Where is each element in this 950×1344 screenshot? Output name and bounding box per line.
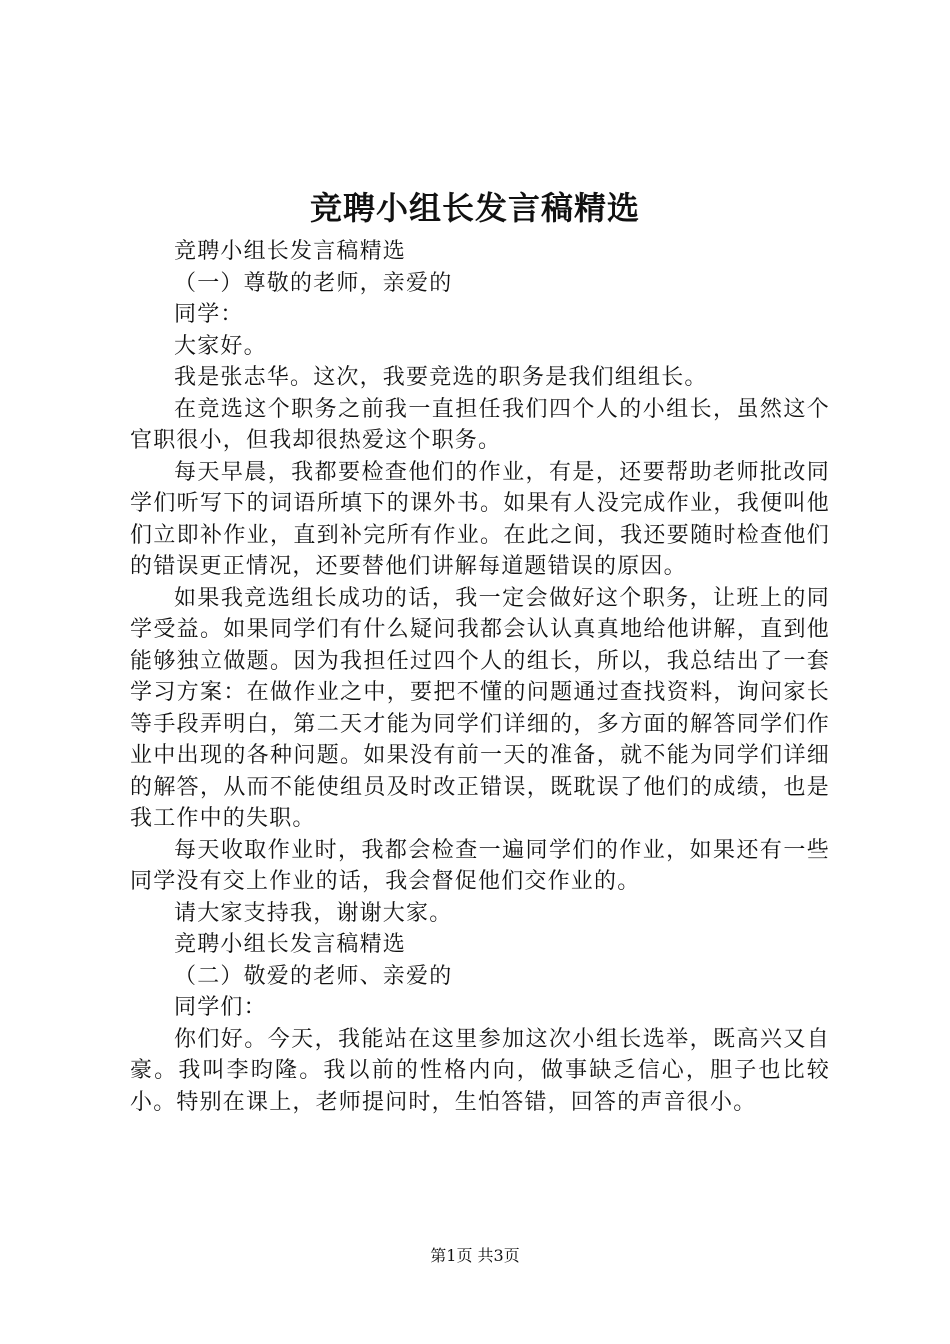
paragraph: 你们好。今天，我能站在这里参加这次小组长选举，既高兴又自豪。我叫李昀隆。我以前的性格内向，做事缺乏信心，胆子也比较小。特别在课上，老师提问时，生怕答错，回答的声音很小。	[130, 1026, 830, 1115]
paragraph: 我是张志华。这次，我要竞选的职务是我们组组长。	[174, 365, 708, 390]
paragraph: 在竞选这个职务之前我一直担任我们四个人的小组长，虽然这个官职很小，但我却很热爱这个职务。	[130, 396, 830, 453]
paragraph: 请大家支持我，谢谢大家。	[174, 900, 453, 926]
paragraph: 如果我竞选组长成功的话，我一定会做好这个职务，让班上的同学受益。如果同学们有什么疑问我都会认认真真地给他讲解，直到他能够独立做题。因为我担任过四个人的组长，所以，我总结出了一套学习方案：在做作业之中，要把不懂的问题通过查找资料，询问家长等手段弄明白，第二天才能为同学们详细的，多方面的解答同学们作业中出现的各种问题。如果没有前一天的准备，就不能为同学们详细的解答，从而不能使组员及时改正错误，既耽误了他们的成绩，也是我工作中的失职。	[130, 585, 830, 831]
paragraph: 每天早晨，我都要检查他们的作业，有是，还要帮助老师批改同学们听写下的词语所填下的课外书。如果有人没完成作业，我便叫他们立即补作业，直到补完所有作业。在此之间，我还要随时检查他们的错误更正情况，还要替他们讲解每道题错误的原因。	[130, 459, 830, 579]
paragraph: （二）敬爱的老师、亲爱的	[174, 963, 453, 989]
paragraph: 竞聘小组长发言稿精选	[174, 239, 407, 264]
document-body	[130, 236, 830, 1118]
page-number-footer: 第1页 共3页	[430, 1246, 520, 1265]
paragraph: 每天收取作业时，我都会检查一遍同学们的作业，如果还有一些同学没有交上作业的话，我会督促他们交作业的。	[130, 837, 830, 894]
paragraph: 同学：	[174, 302, 244, 327]
paragraph: 同学们：	[174, 995, 267, 1020]
document-title: 竞聘小组长发言稿精选	[309, 189, 640, 227]
paragraph: 竞聘小组长发言稿精选	[174, 932, 407, 957]
paragraph: （一）尊敬的老师，亲爱的	[174, 270, 453, 296]
paragraph: 大家好。	[174, 333, 267, 359]
